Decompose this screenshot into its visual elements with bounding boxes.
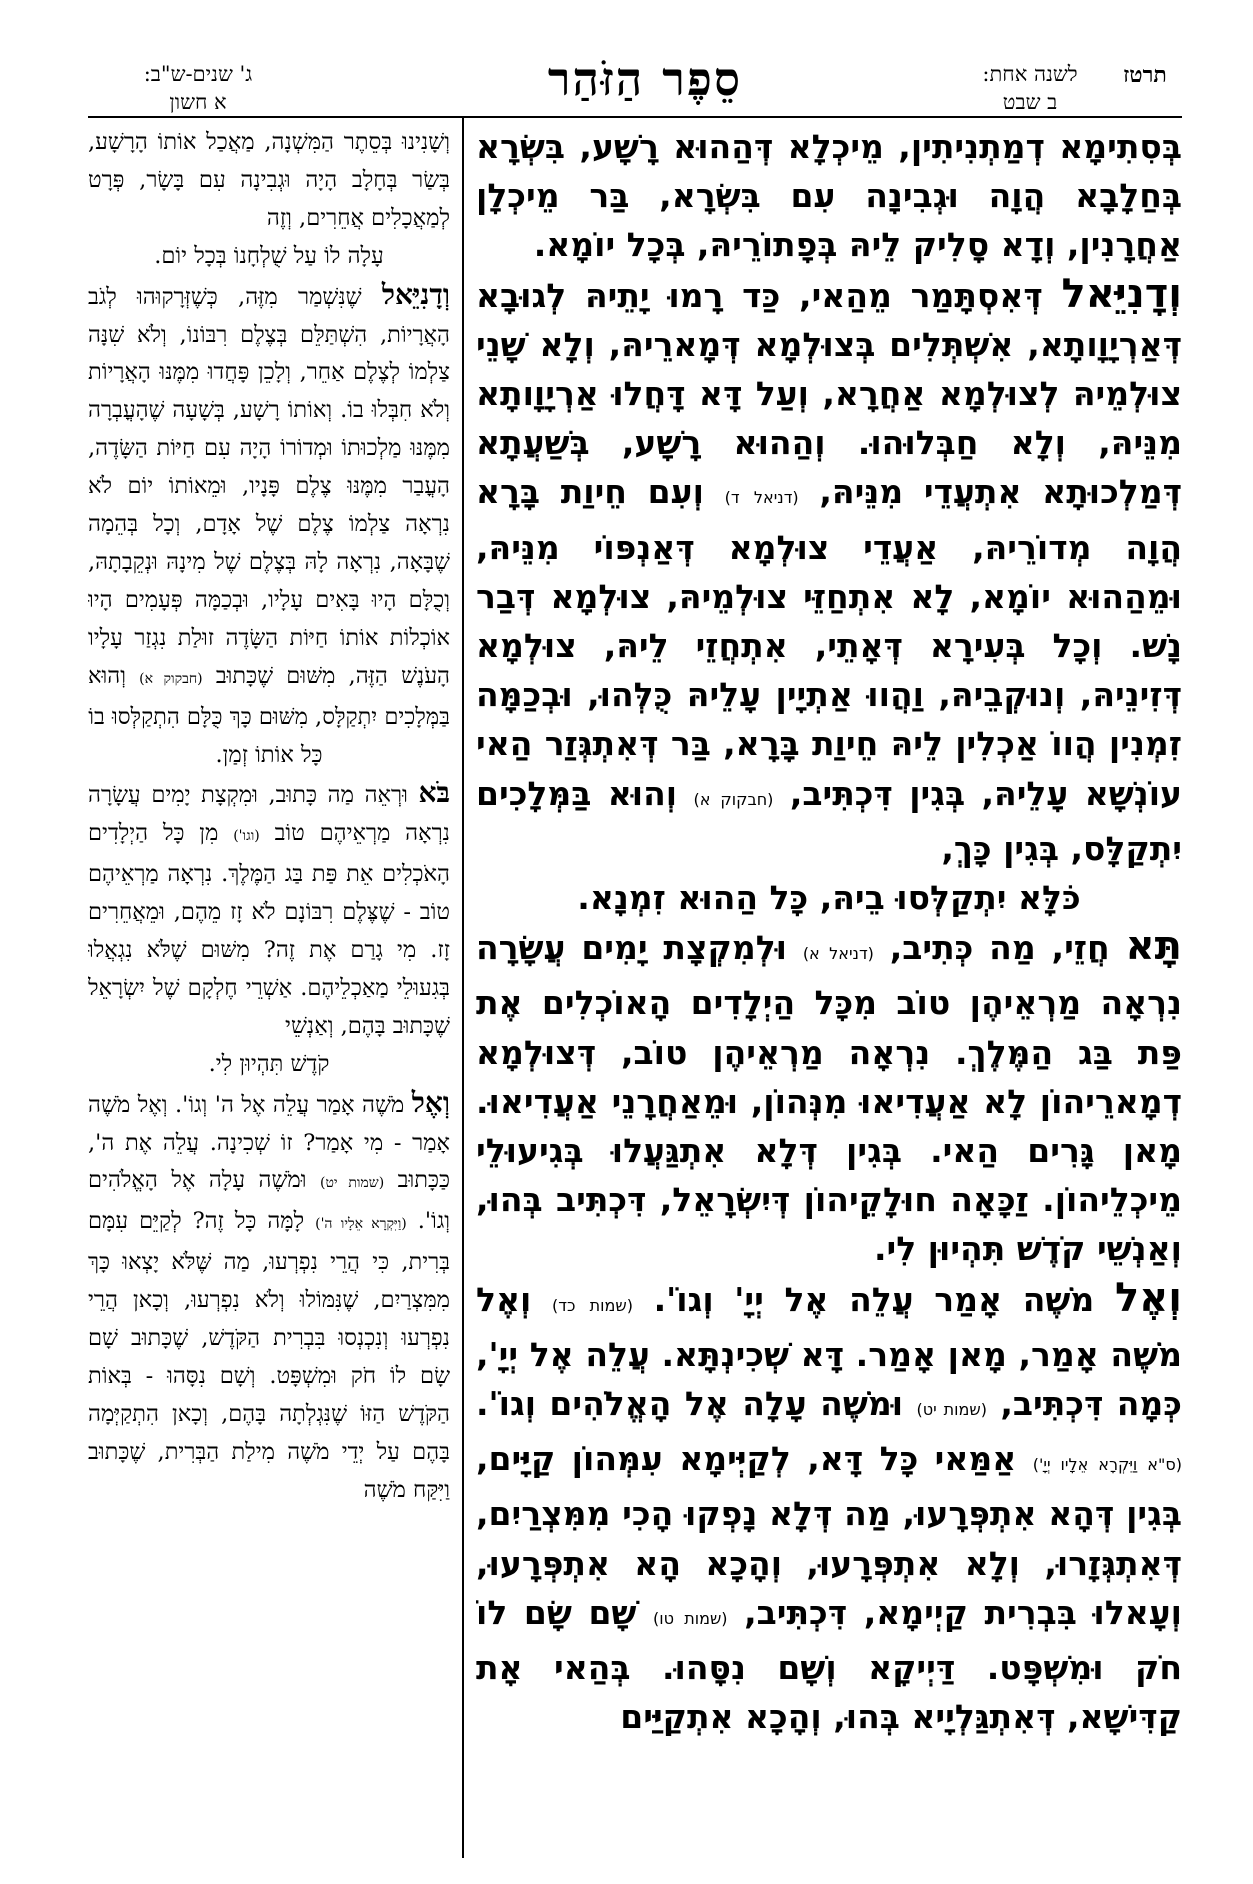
book-title: סֵפֶר הַזֹּהַר bbox=[547, 52, 743, 106]
side-p3-text-a: וּרְאֵה מַה כָּתוּב, וּמִקְצָת יָמִים עֲשָׂרָה נִרְאָה מַרְאֵיהֶם טוֹב bbox=[88, 782, 450, 847]
main-p4-text-b: וְאֶל מֹשֶׁה אָמַר, מָאן אָמַר. דָּא שְׁכִינְתָּא. עֲלֵה אֶל יְיָ', כְּמָה דִּכְתִּיב, bbox=[476, 1279, 1182, 1424]
side-p3-citation: (וגו') bbox=[233, 828, 260, 845]
side-paragraph-2 bbox=[88, 276, 450, 737]
main-p3-text-a: חֲזֵי, מַה כְּתִיב, bbox=[889, 928, 1126, 968]
side-p4-text-b: וּמֹשֶׁה עָלָה אֶל הָאֱלֹהִים וְגוֹ'. bbox=[88, 1167, 450, 1235]
main-p3-citation: (דניאל א) bbox=[802, 944, 874, 964]
main-p2-text-a: דְּאִסְתָּמַר מֵהַאי, כַּד רָמוּ יָתֵיהּ לְגוּבָא דְּאַרְיָוָותָא, אִשְׁתְּלִים בְּצוּלְמָא דְּמָארֵיהּ, וְלָא שָׁנֵי צוּלְמֵיהּ לְצוּלְמָא אַחֲרָא, וְעַל דָּא דָּחֲלוּ אַרְיָוָותָא מִנֵּיהּ, וְלָא חַבְּלוּהוּ. וְהַהוּא רָשָׁע, בְּשַׁעֲתָא דְּמַלְכוּתָא אִתְעֲדֵי מִנֵּיהּ, bbox=[476, 275, 1182, 512]
main-p2-text-b: וְעִם חֵיוַת בָּרָא הֲוָה מְדוֹרֵיהּ, אַעֲדֵי צוּלְמָא דְּאַנְפּוֹי מִנֵּיהּ, וּמֵהַהוּא יוֹמָא, לָא אִתְחַזֵּי צוּלְמֵיהּ, צוּלְמָא דְּבַר נָשׁ. וְכָל בְּעִירָא דְּאָתֵי, אִתְחֲזֵי לֵיהּ, צוּלְמָא דְּזִינֵיהּ, וְנוּקְבֵיהּ, וַהֲווּ אַתְיָין עָלֵיהּ כֻּלְּהוּ, וּבְכַמָּה זִמְנִין הֲווֹ אַכְלִין לֵיהּ חֵיוַת בָּרָא, בַּר דְּאִתְגְּזַר הַאי עוֹנְשָׁא עָלֵיהּ, בְּגִין דִּכְתִּיב, bbox=[476, 472, 1182, 813]
side-paragraph-4 bbox=[88, 1084, 450, 1510]
main-p4-citation: (שמות כד) bbox=[551, 1295, 633, 1315]
side-paragraph-2-end: כָּל אוֹתוֹ זְמַן. bbox=[215, 741, 323, 768]
side-p4-text-a: מֹשֶׁה אָמַר עֲלֵה אֶל ה' וְגוֹ'. וְאֶל מֹשֶׁה אָמַר - מִי אָמַר? זוֹ שְׁכִינָה. עֲלֵה אֶת ה', כַּכָּתוּב bbox=[88, 1091, 450, 1194]
main-p4-text-d: אַמַּאי כָּל דָּא, לְקַיְּימָא עִמְּהוֹן קַיָּים, בְּגִין דְּהָא אִתְפְּרָעוּ, מַה דְּלָא נָפְקוּ הָכִי מִמִּצְרַיִם, דְּאִתְגְּזָרוּ, וְלָא אִתְפְּרָעוּ, וְהָכָא הָא אִתְפְּרָעוּ, וְעָאלוּ בִּבְרִית קַיְימָא, דִּכְתִּיב, bbox=[476, 1439, 1182, 1632]
side-p4-citation-2: (וַיִּקְרָא אֵלָיו ה') bbox=[315, 1216, 407, 1233]
main-paragraph-2-end: כֹּלָּא יִתְקַלְּסוּ בֵיהּ, כָּל הַהוּא זִמְנָא. bbox=[577, 878, 1081, 918]
main-p4-citation-3: (ס"א וַיִּקְרָא אֵלָיו יְיָ') bbox=[1032, 1455, 1182, 1475]
side-p4-citation: (שמות יט) bbox=[320, 1175, 385, 1192]
side-p4-text-c: לָמָּה כָּל זֶה? לְקַיֵּם עִמָּם בְּרִית, כִּי הֲרֵי נִפְרְעוּ, מַה שֶּׁלֹּא יָצְאוּ כָּךְ מִמִּצְרַיִם, שֶׁנִּמּוֹלוּ וְלֹא נִפְרְעוּ, וְכָאן הֲרֵי נִפְרְעוּ וְנִכְנְסוּ בִּבְרִית הַקֹּדֶשׁ, שֶׁכָּתוּב שָׁם שָׂם לוֹ חֹק וּמִשְׁפָּט. וְשָׁם נִסָּהוּ - בְּאוֹת הַקֹּדֶשׁ הַזּוֹ שֶׁנִּגְלְתָה בָּהֶם, וְכָאן הִתְקַיְּמָה בָּהֶם עַל יְדֵי מֹשֶׁה מִילַת הַבְּרִית, שֶׁכָּתוּב וַיִּקַּח מֹשֶׁה bbox=[88, 1208, 450, 1503]
side-p2-citation: (חבקוק א) bbox=[139, 670, 203, 687]
main-paragraph-1 bbox=[476, 122, 1182, 270]
main-p3-open-word: תָּא bbox=[1125, 923, 1182, 970]
aramaic-column bbox=[476, 122, 1182, 1862]
main-p4-open-word: וְאֶל bbox=[1114, 1274, 1182, 1321]
main-p4-text-a: מֹשֶׁה אָמַר עֲלֵה אֶל יְיָ' וְגוֹ'. bbox=[653, 1279, 1115, 1319]
schedule-three-years: ג' שנים-ש"ב: bbox=[143, 62, 253, 86]
main-p2-citation-2: (חבקוק א) bbox=[693, 789, 774, 809]
side-paragraph-3-end: קֹדֶשׁ תִּהְיוּן לִי. bbox=[208, 1050, 330, 1077]
main-p4-text-e: שָׁם שָׂם לוֹ חֹק וּמִשְׁפָּט. דַּיְיקָא וְשָׁם נִסָּהוּ. בְּהַאי אָת קַדִּישָׁא, דְּאִתְגַּלְיָיא בְּהוּ, וְהָכָא אִתְקַיַּים bbox=[476, 1592, 1182, 1737]
column-divider bbox=[462, 118, 464, 1858]
main-paragraph-3 bbox=[476, 922, 1182, 1273]
side-p3-open-word: בֹּא bbox=[418, 776, 450, 810]
schedule-three-years-date: א חשון bbox=[169, 90, 227, 114]
side-p2-open-word: וְדָנִיֵּאל bbox=[381, 277, 450, 311]
folio-number: תרטז bbox=[1123, 62, 1167, 88]
main-p4-citation-2: (שמות יט) bbox=[916, 1400, 987, 1420]
main-p3-text-b: וּלְמִקְצָת יָמִים עֲשָׂרָה נִרְאָה מַרְאֵיהֶן טוֹב מִכָּל הַיְלָדִים הָאוֹכְלִים אֶת פַּת בַּג הַמֶּלֶךְ. נִרְאָה מַרְאֵיהֶן טוֹב, דְּצוּלְמָא דְמָארֵיהוֹן לָא אַעֲדִיאוּ מִנְּהוֹן, וּמֵאַחֲרָנֵי אַעֲדִיאוּ. מָאן גָּרִים הַאי. בְּגִין דְּלָא אִתְגַּעֲלוּ בְּגִיעוּלֵי מֵיכְלֵיהוֹן. זַכָּאָה חוּלָקֵיהוֹן דְּיִשְׂרָאֵל, דִּכְתִּיב בְּהוּ, וְאַנְשֵׁי קֹדֶשׁ תִּהְיוּן לִי. bbox=[476, 928, 1182, 1269]
side-p2-text-b: וְהוּא בַּמְּלָכִים יִתְקַלָּס, מִשּׁוּם כָּךְ כֻּלָּם הִתְקַלְּסוּ בוֹ bbox=[88, 662, 450, 730]
hebrew-translation-column bbox=[88, 124, 450, 1864]
main-p4-text-c: וּמֹשֶׁה עָלָה אֶל הָאֱלֹהִים וְגוֹ'. bbox=[476, 1384, 917, 1424]
main-paragraph-4 bbox=[476, 1274, 1182, 1742]
main-p2-text-c: וְהוּא בַּמְּלָכִים יִתְקַלָּס, בְּגִין כָּךְ, bbox=[476, 773, 1182, 868]
schedule-one-year: לשנה אחת: bbox=[982, 62, 1078, 86]
side-p4-open-word: וְאֶל bbox=[411, 1085, 450, 1119]
side-paragraph-3 bbox=[88, 774, 450, 1045]
side-p3-text-b: מִן כָּל הַיְלָדִים הָאֹכְלִים אֵת פַּת בַּג הַמֶּלֶךְ. נִרְאָה מַרְאֵיהֶם טוֹב - שֶׁצֶּלֶם רִבּוֹנָם לֹא זָז מֵהֶם, וּמֵאֲחֵרִים זָז. מִי גָרַם אֶת זֶה? מִשּׁוּם שֶׁלֹּא נִגְאֲלוּ בְּגִעוּלֵי מַאַכְלֵיהֶם. אַשְׁרֵי חֶלְקָם שֶׁל יִשְׂרָאֵל שֶׁכָּתוּב בָּהֶם, וְאַנְשֵׁי bbox=[88, 820, 450, 1039]
main-p2-open-word: וְדָנִיֵּאל bbox=[1061, 270, 1182, 317]
main-p4-citation-4: (שמות טו) bbox=[653, 1608, 728, 1628]
schedule-one-year-date: ב שבט bbox=[1002, 90, 1058, 114]
header-divider bbox=[88, 116, 1182, 118]
main-p2-citation: (דניאל ד) bbox=[724, 488, 799, 508]
main-paragraph-2 bbox=[476, 270, 1182, 873]
main-p1-text: בְּסִתִימָא דְמַתְנִיתִין, מֵיכְלָא דְּהַהוּא רָשָׁע, בִּשְׂרָא בְּחַלָבָא הֲוָה וּגְבִינָה עִם בִּשְׂרָא, בַּר מֵיכְלָן אַחֲרָנִין, וְדָא סָלִיק לֵיהּ בְּפָתוֹרֵיהּ, בְּכָל יוֹמָא. bbox=[476, 127, 1182, 265]
side-paragraph-1: וְשָׁנִינוּ בְּסֵתֶר הַמִּשְׁנָה, מַאֲכַל אוֹתוֹ הָרָשָׁע, בְּשַׂר בְּחָלָב הָיָה וּגְבִינָה עִם בָּשָׂר, פְּרָט לְמַאֲכָלִים אֲחֵרִים, וְזֶה bbox=[88, 129, 450, 231]
side-p2-text-a: שֶׁנִּשְׁמַר מִזֶּה, כְּשֶׁזְּרָקוּהוּ לְגֹב הָאֲרָיוֹת, הִשְׁתַּלֵּם בְּצֶלֶם רִבּוֹנוֹ, וְלֹא שִׁנָּה צַלְמוֹ לְצֶלֶם אַחֵר, וְלָכֵן פָּחֲדוּ מִמֶּנּוּ הָאֲרָיוֹת וְלֹא חִבְּלוּ בוֹ. וְאוֹתוֹ רָשָׁע, בְּשָׁעָה שֶׁהָעֳבְרָה מִמֶּנּוּ מַלְכוּתוֹ וּמְדוֹרוֹ הָיָה עִם חַיּוֹת הַשָּׂדֶה, הָעֳבַר מִמֶּנּוּ צֶלֶם פָּנָיו, וּמֵאוֹתוֹ יוֹם לֹא נִרְאָה צַלְמוֹ צֶלֶם שֶׁל אָדָם, וְכָל בְּהֵמָה שֶׁבָּאָה, נִרְאָה לָהּ בְּצֶלֶם שֶׁל מִינָהּ וּנְקֵבָתָהּ, וְכֻלָּם הָיוּ בָּאִים עָלָיו, וּבְכַמָּה פְּעָמִים הָיוּ אוֹכְלוֹת אוֹתוֹ חַיּוֹת הַשָּׂדֶה זוּלַת נִגְזַר עָלָיו הָעֹנֶשׁ הַזֶּה, מִשּׁוּם שֶׁכָּתוּב bbox=[88, 283, 450, 689]
page-header bbox=[0, 0, 1253, 118]
side-paragraph-1-end: עָלָה לוֹ עַל שֻׁלְחָנוֹ בְּכָל יוֹם. bbox=[154, 242, 384, 269]
